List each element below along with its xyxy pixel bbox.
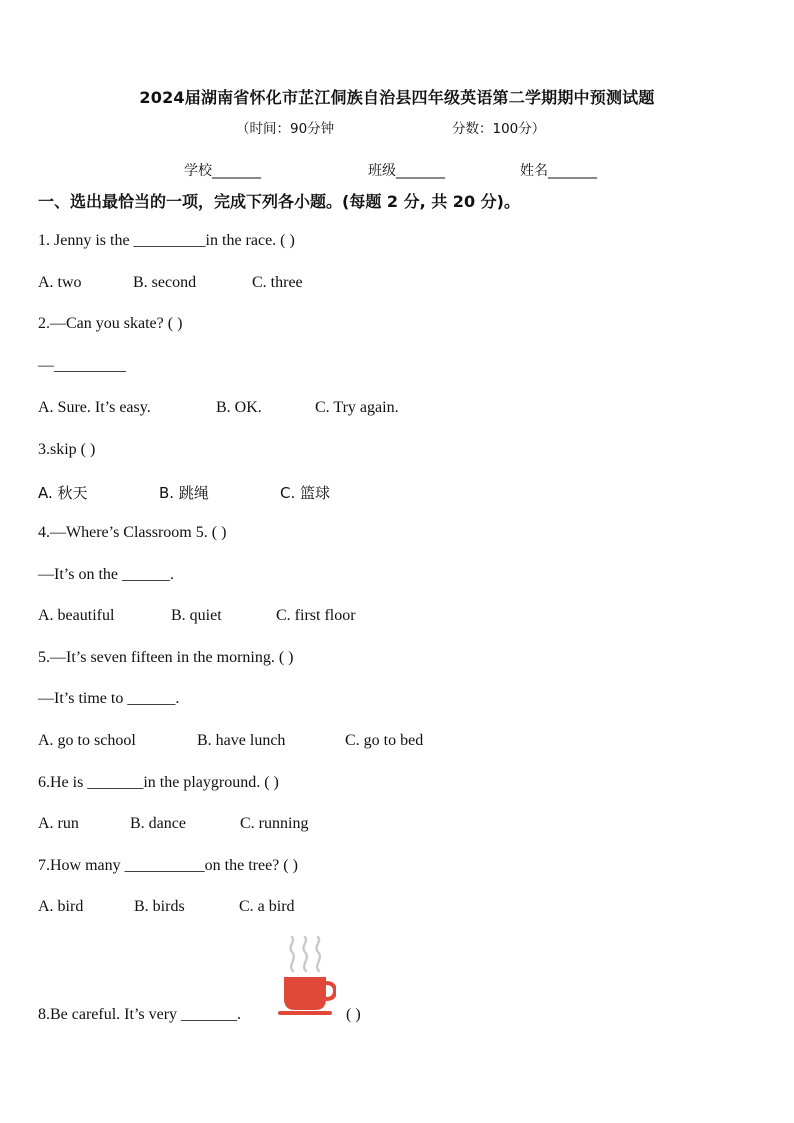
question-5: 5.—It’s seven fifteen in the morning. ( ) xyxy=(38,649,294,666)
option-c[interactable]: C. first floor xyxy=(276,607,356,624)
hot-coffee-cup-icon xyxy=(276,935,336,1019)
option-b[interactable]: B. 跳绳 xyxy=(159,484,209,502)
exam-time: （时间：90分钟 xyxy=(236,121,335,137)
option-a[interactable]: A. run xyxy=(38,815,79,832)
option-a[interactable]: A. bird xyxy=(38,898,84,915)
page-title: 2024届湖南省怀化市芷江侗族自治县四年级英语第二学期期中预测试题 xyxy=(139,88,655,107)
question-7: 7.How many __________on the tree? ( ) xyxy=(38,857,298,874)
question-4-answer-line: —It’s on the ______. xyxy=(38,566,174,583)
option-b[interactable]: B. birds xyxy=(134,898,185,915)
class-field[interactable]: 班级_______ xyxy=(368,163,445,179)
option-c[interactable]: C. 篮球 xyxy=(280,484,331,502)
section-title: 一、选出最恰当的一项，完成下列各小题。(每题 2 分, 共 20 分)。 xyxy=(38,192,520,211)
school-field[interactable]: 学校_______ xyxy=(184,163,261,179)
name-field[interactable]: 姓名_______ xyxy=(520,163,597,179)
option-c[interactable]: C. running xyxy=(240,815,309,832)
question-2-answer-line: —_________ xyxy=(38,357,126,374)
question-5-answer-line: —It’s time to ______. xyxy=(38,690,180,707)
question-8: 8.Be careful. It’s very _______. xyxy=(38,1006,242,1023)
question-1: 1. Jenny is the _________in the race. ( ) xyxy=(38,232,295,249)
option-b[interactable]: B. OK. xyxy=(216,399,262,416)
option-b[interactable]: B. quiet xyxy=(171,607,222,624)
question-6: 6.He is _______in the playground. ( ) xyxy=(38,774,279,791)
option-c[interactable]: C. Try again. xyxy=(315,399,399,416)
question-4: 4.—Where’s Classroom 5. ( ) xyxy=(38,524,227,541)
option-b[interactable]: B. dance xyxy=(130,815,186,832)
option-a[interactable]: A. beautiful xyxy=(38,607,115,624)
exam-score: 分数：100分） xyxy=(452,121,546,137)
option-a[interactable]: A. 秋天 xyxy=(38,484,88,502)
option-a[interactable]: A. two xyxy=(38,274,82,291)
option-b[interactable]: B. have lunch xyxy=(197,732,286,749)
question-2: 2.—Can you skate? ( ) xyxy=(38,315,183,332)
option-c[interactable]: C. go to bed xyxy=(345,732,424,749)
option-b[interactable]: B. second xyxy=(133,274,197,291)
option-c[interactable]: C. three xyxy=(252,274,303,291)
option-a[interactable]: A. go to school xyxy=(38,732,136,749)
option-c[interactable]: C. a bird xyxy=(239,898,295,915)
option-a[interactable]: A. Sure. It’s easy. xyxy=(38,399,151,416)
question-3: 3.skip ( ) xyxy=(38,441,96,458)
steam-icon xyxy=(290,937,319,971)
question-8-answer-paren[interactable]: ( ) xyxy=(346,1006,361,1023)
